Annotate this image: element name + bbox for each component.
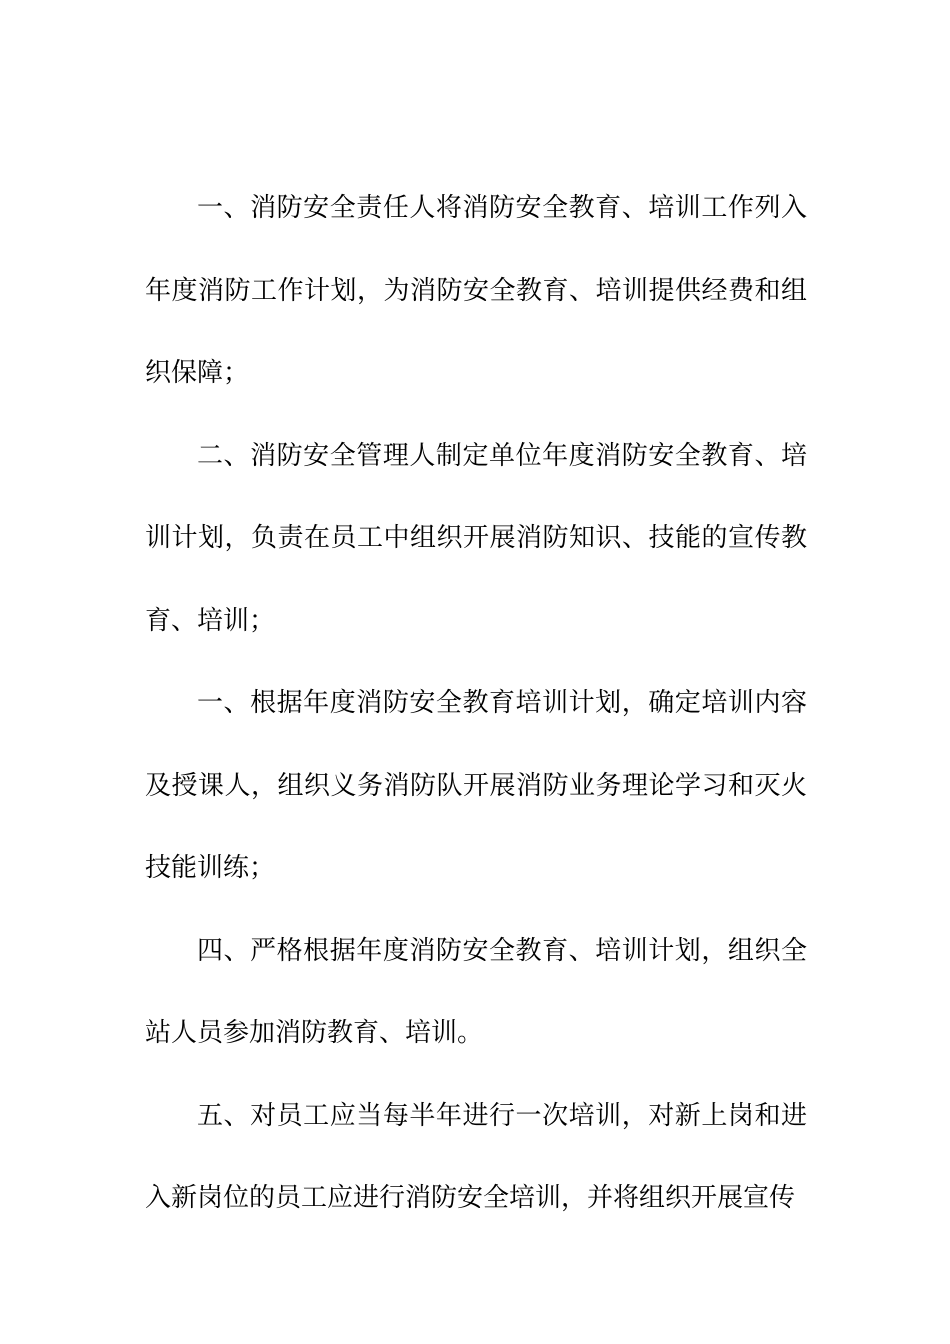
document-body — [145, 167, 807, 1240]
paragraph-4: 四、严格根据年度消防安全教育、培训计划，组织全站人员参加消防教育、培训。 — [145, 935, 807, 1048]
paragraph-5: 五、对员工应当每半年进行一次培训，对新上岗和进入新岗位的员工应进行消防安全培训，并将组织开展宣传 — [145, 1100, 807, 1213]
paragraph-1: 一、消防安全责任人将消防安全教育、培训工作列入年度消防工作计划，为消防安全教育、培训提供经费和组织保障； — [145, 193, 807, 388]
paragraph-3: 一、根据年度消防安全教育培训计划，确定培训内容及授课人，组织义务消防队开展消防业务理论学习和灭火技能训练； — [145, 688, 807, 883]
paragraph-2: 二、消防安全管理人制定单位年度消防安全教育、培训计划，负责在员工中组织开展消防知识、技能的宣传教育、培训； — [145, 440, 807, 636]
